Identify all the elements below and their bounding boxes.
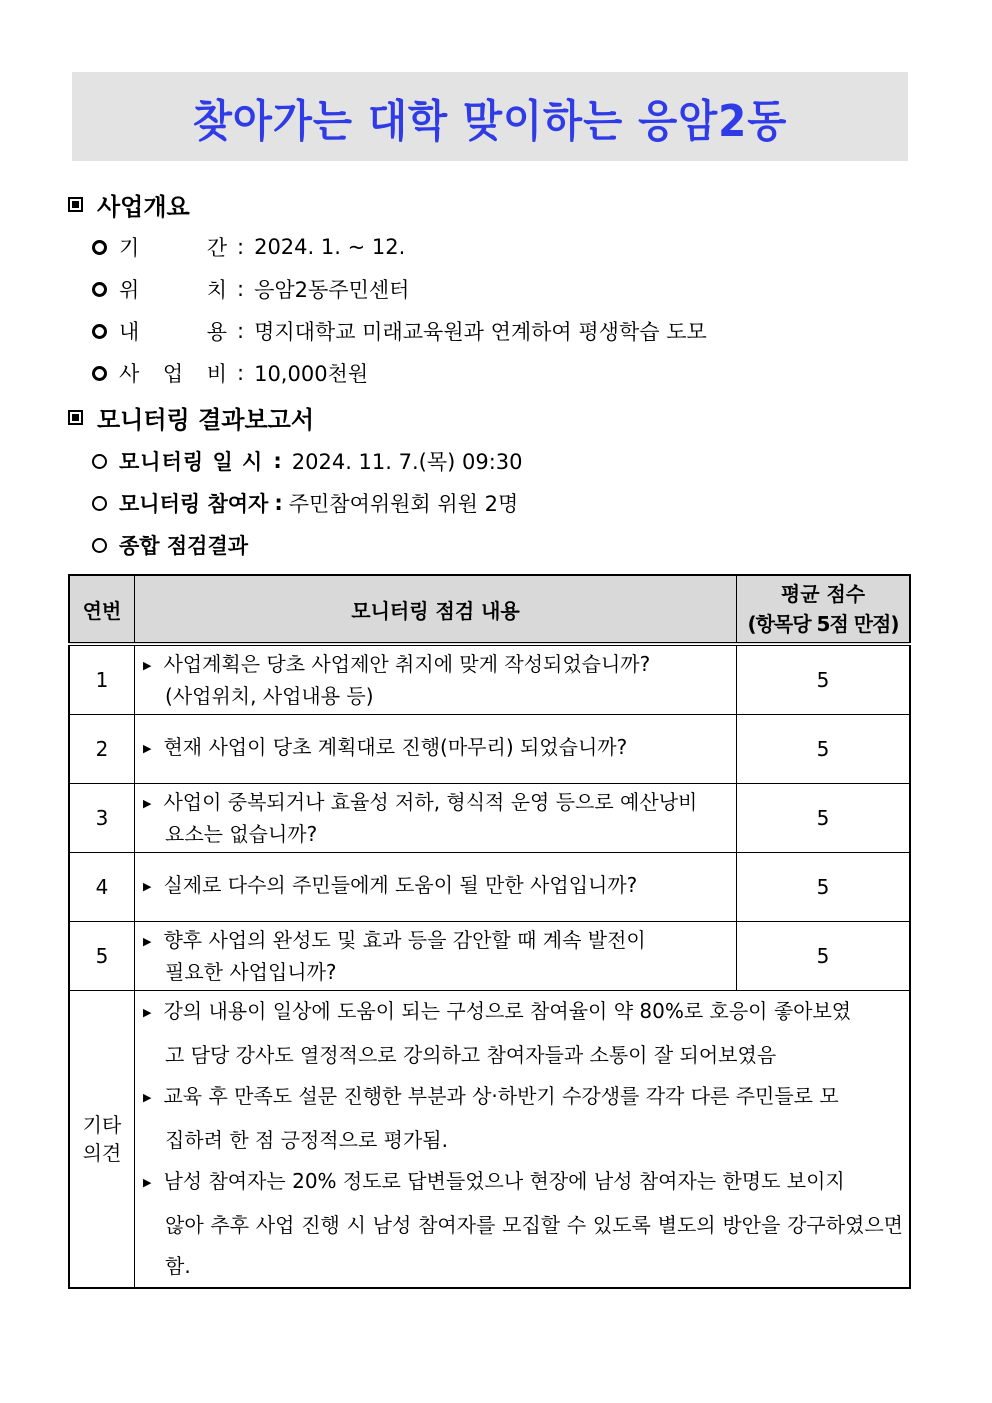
item-value: 10,000천원 <box>254 362 369 386</box>
table-row <box>69 644 910 715</box>
item-label: 기 간 <box>119 236 227 260</box>
circle-bullet-icon <box>92 496 107 511</box>
monitoring-results-table <box>68 574 911 1289</box>
colon: : <box>237 319 245 343</box>
filled-square-icon <box>68 410 83 425</box>
item-label: 모니터링 일 시 <box>119 450 264 474</box>
item-label: 내 용 <box>119 320 227 344</box>
circle-bullet-icon <box>92 282 107 297</box>
triangle-bullet-icon: ▶ <box>143 935 152 948</box>
row-no: 4 <box>69 853 135 922</box>
section-monitoring-heading <box>68 400 314 435</box>
triangle-bullet-icon: ▶ <box>143 880 152 893</box>
section-title: 사업개요 <box>97 193 190 221</box>
colon: : <box>237 361 245 385</box>
triangle-bullet-icon: ▶ <box>143 1006 152 1019</box>
colon: : <box>274 491 283 515</box>
opinion-label: 기타 의견 <box>69 991 135 1289</box>
item-value: 2024. 1. ~ 12. <box>254 235 406 259</box>
monitoring-item-datetime <box>92 446 523 476</box>
row-score: 5 <box>737 715 911 784</box>
overview-item-period <box>92 232 405 262</box>
row-content: ▶ 사업계획은 당초 사업제안 취지에 맞게 작성되었습니까? (사업위치, 사업내용 등) <box>135 644 737 715</box>
section-overview-heading <box>68 187 190 222</box>
row-score: 5 <box>737 644 911 715</box>
triangle-bullet-icon: ▶ <box>143 1091 152 1104</box>
row-score: 5 <box>737 853 911 922</box>
row-no: 3 <box>69 784 135 853</box>
monitoring-item-participants <box>92 488 518 518</box>
table-row <box>69 715 910 784</box>
opinion-row <box>69 991 910 1289</box>
header-content: 모니터링 점검 내용 <box>135 575 737 644</box>
table-row <box>69 922 910 991</box>
row-no: 5 <box>69 922 135 991</box>
item-label: 모니터링 참여자 <box>119 492 269 516</box>
row-score: 5 <box>737 784 911 853</box>
circle-bullet-icon <box>92 454 107 469</box>
table-header-row <box>69 575 910 644</box>
row-no: 1 <box>69 644 135 715</box>
item-label: 종합 점검결과 <box>119 534 249 558</box>
opinion-paragraph: ▶ 강의 내용이 일상에 도움이 되는 구성으로 참여율이 약 80%로 호응이 좋아보였 고 담당 강사도 열정적으로 강의하고 참여자들과 소통이 잘 되어보였음 <box>143 999 852 1067</box>
item-value: 주민참여위원회 위원 2명 <box>288 492 519 516</box>
item-value: 2024. 11. 7.(목) 09:30 <box>291 450 523 474</box>
item-label: 위 치 <box>119 278 227 302</box>
title-banner <box>72 72 908 161</box>
item-value: 명지대학교 미래교육원과 연계하여 평생학습 도모 <box>254 320 707 344</box>
overview-item-location <box>92 274 409 304</box>
colon: : <box>237 277 245 301</box>
document-title: 찾아가는 대학 맞이하는 응암2동 <box>192 95 788 147</box>
colon: : <box>237 235 245 259</box>
row-content: ▶ 현재 사업이 당초 계획대로 진행(마무리) 되었습니까? <box>135 715 737 784</box>
opinion-paragraph: ▶ 교육 후 만족도 설문 진행한 부분과 상·하반기 수강생를 각각 다른 주민들로 모 집하려 한 점 긍정적으로 평가됨. <box>143 1084 839 1152</box>
opinion-paragraph: ▶ 남성 참여자는 20% 정도로 답변들었으나 현장에 남성 참여자는 한명도 보이지 않아 추후 사업 진행 시 남성 참여자를 모집할 수 있도록 별도의 방안을 강구하였으면 함. <box>143 1169 903 1278</box>
item-label: 사 업 비 <box>119 362 227 386</box>
circle-bullet-icon <box>92 324 107 339</box>
row-content: ▶ 사업이 중복되거나 효율성 저하, 형식적 운영 등으로 예산낭비 요소는 없습니까? <box>135 784 737 853</box>
table-row <box>69 784 910 853</box>
opinion-content <box>135 991 911 1289</box>
circle-bullet-icon <box>92 538 107 553</box>
triangle-bullet-icon: ▶ <box>143 1176 152 1189</box>
monitoring-item-summary <box>92 530 248 560</box>
header-score: 평균 점수 (항목당 5점 만점) <box>737 575 911 644</box>
colon: : <box>273 449 282 473</box>
section-title: 모니터링 결과보고서 <box>97 406 315 434</box>
item-value: 응암2동주민센터 <box>254 278 410 302</box>
triangle-bullet-icon: ▶ <box>143 659 152 672</box>
row-content: ▶ 실제로 다수의 주민들에게 도움이 될 만한 사업입니까? <box>135 853 737 922</box>
row-score: 5 <box>737 922 911 991</box>
filled-square-icon <box>68 197 83 212</box>
overview-item-budget <box>92 358 368 388</box>
triangle-bullet-icon: ▶ <box>143 742 152 755</box>
overview-item-content <box>92 316 707 346</box>
triangle-bullet-icon: ▶ <box>143 797 152 810</box>
row-content: ▶ 향후 사업의 완성도 및 효과 등을 감안할 때 계속 발전이 필요한 사업입니까? <box>135 922 737 991</box>
circle-bullet-icon <box>92 366 107 381</box>
table-row <box>69 853 910 922</box>
header-no: 연번 <box>69 575 135 644</box>
circle-bullet-icon <box>92 240 107 255</box>
row-no: 2 <box>69 715 135 784</box>
